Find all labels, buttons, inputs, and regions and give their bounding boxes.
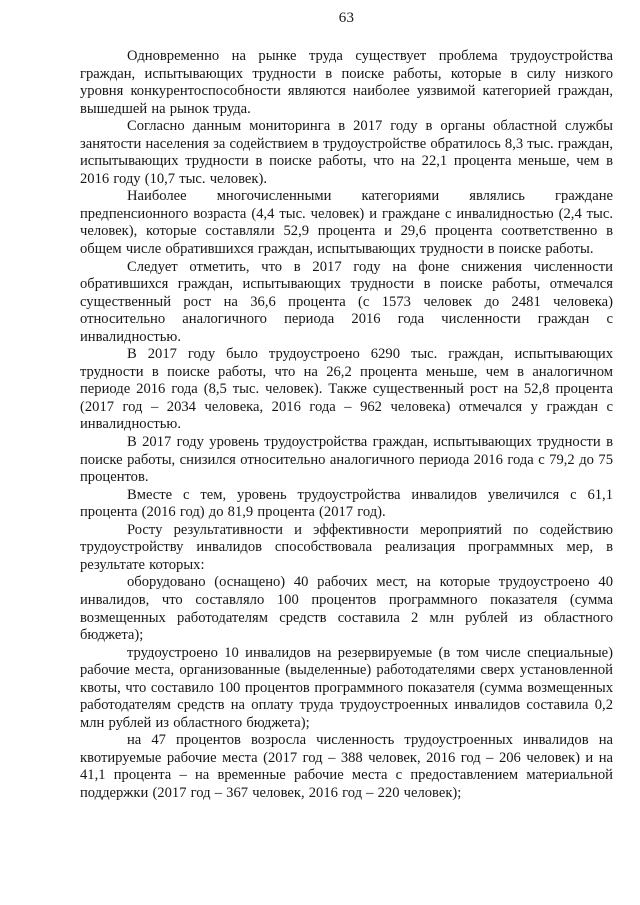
paragraph-employment-2017: В 2017 году было трудоустроено 6290 тыс. граждан, испытывающих трудности в поиске работы, что на 26,2 процента меньше, чем в аналогичном периоде 2016 года (8,5 тыс. человек). Также существенный рост на 52,8 процента (2017 год – 2034 человека, 2016 года – 962 человека) отмечался у граждан с инвалидностью.: [80, 346, 613, 433]
paragraph-monitoring-2017: Согласно данным мониторинга в 2017 году в органы областной службы занятости населения за содействием в трудоустройстве обратилось 8,3 тыс. граждан, испытывающих трудности в поиске работы, что на 22,1 процента меньше, чем в 2016 году (10,7 тыс. человек).: [80, 118, 613, 187]
paragraph-program-measures-intro: Росту результативности и эффективности мероприятий по содействию трудоустройству инвалидов способствовала реализация программных мер, в результате которых:: [80, 521, 613, 573]
paragraph-disability-growth: Следует отметить, что в 2017 году на фоне снижения численности обратившихся граждан, испытывающих трудности в поиске работы, отмечался существенный рост на 36,6 процента (с 1573 человек до 2481 человека) относительно аналогичного периода 2016 года численности граждан с инвалидностью.: [80, 258, 613, 345]
paragraph-labor-market-problem: Одновременно на рынке труда существует проблема трудоустройства граждан, испытывающих трудности в поиске работы, которые в силу низкого уровня конкурентоспособности являются наиболее уязвимой категорией граждан, вышедшей на рынок труда.: [80, 48, 613, 117]
paragraph-disabled-employment-level: Вместе с тем, уровень трудоустройства инвалидов увеличился с 61,1 процента (2016 год) до 81,9 процента (2017 год).: [80, 486, 613, 521]
paragraph-employment-level-decrease: В 2017 году уровень трудоустройства граждан, испытывающих трудности в поиске работы, снизился относительно аналогичного периода 2016 года с 79,2 до 75 процентов.: [80, 434, 613, 486]
page-content: [80, 48, 613, 803]
paragraph-reserved-workplaces: трудоустроено 10 инвалидов на резервируемые (в том числе специальные) рабочие места, организованные (выделенные) работодателями сверх установленной квоты, что составило 100 процентов программного показателя (сумма возмещенных работодателям средств на оплату труда трудоустроенных инвалидов составила 0,2 млн рублей из областного бюджета);: [80, 644, 613, 731]
paragraph-equipped-workplaces: оборудовано (оснащено) 40 рабочих мест, на которые трудоустроено 40 инвалидов, что составляло 100 процентов программного показателя (сумма возмещенных работодателям средств составила 2 млн рублей из областного бюджета);: [80, 574, 613, 644]
page-number: 63: [338, 10, 355, 26]
paragraph-categories: Наиболее многочисленными категориями являлись граждане предпенсионного возраста (4,4 тыс. человек) и граждане с инвалидностью (2,4 тыс. человек), которые составляли 52,9 процента и 29,6 процента соответственно в общем числе обратившихся граждан, испытывающих трудности в поиске работы.: [80, 188, 613, 258]
paragraph-quota-workplaces: на 47 процентов возросла численность трудоустроенных инвалидов на квотируемые рабочие места (2017 год – 388 человек, 2016 год – 206 человек) и на 41,1 процента – на временные рабочие места с предоставлением материальной поддержки (2017 год – 367 человек, 2016 год – 220 человек);: [80, 732, 613, 801]
